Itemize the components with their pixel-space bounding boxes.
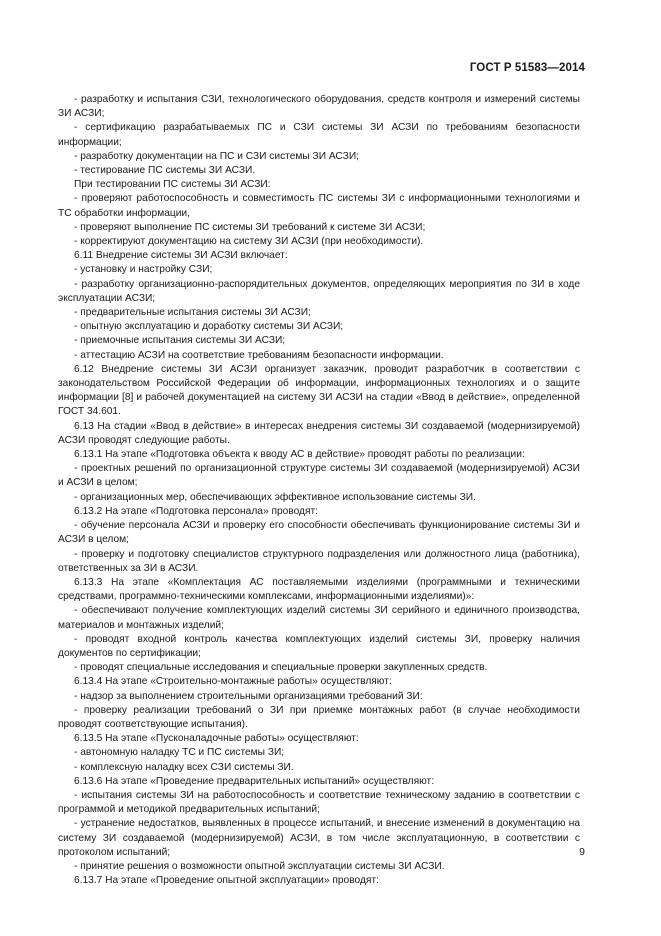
- paragraph: - устранение недостатков, выявленных в процессе испытаний, и внесение изменений в документацию на систему ЗИ создаваемой (модернизируемой) АСЗИ, в том числе эксплуатационную, в соответствии с протоколом испытаний;: [58, 818, 580, 858]
- paragraph: - проводят специальные исследования и специальные проверки закупленных средств.: [74, 662, 488, 674]
- paragraph: - тестирование ПС системы ЗИ АСЗИ.: [74, 165, 256, 177]
- paragraph: - обеспечивают получение комплектующих изделий системы ЗИ серийного и единичного производства, материалов и монтажных изделий;: [58, 605, 580, 631]
- paragraph: 6.13.1 На этапе «Подготовка объекта к вводу АС в действие» проводят работы по реализации:: [74, 449, 525, 461]
- paragraph: - обучение персонала АСЗИ и проверку его способности обеспечивать функционирование системы ЗИ и АСЗИ в целом;: [58, 520, 580, 546]
- paragraph: - проверку и подготовку специалистов структурного подразделения или должностного лица (работника), ответственных за ЗИ в АСЗИ.: [58, 548, 580, 574]
- paragraph: - проверку реализации требований о ЗИ при приемке монтажных работ (в случае необходимости проводят соответствующие испытания).: [58, 704, 580, 730]
- paragraph: 6.13.7 На этапе «Проведение опытной эксплуатации» проводят:: [74, 875, 379, 887]
- document-body: [58, 93, 580, 888]
- page-number: 9: [579, 846, 585, 858]
- paragraph: - организационных мер, обеспечивающих эффективное использование системы ЗИ.: [74, 491, 476, 503]
- paragraph: 6.13.2 На этапе «Подготовка персонала» проводят:: [74, 505, 318, 517]
- paragraph: 6.13.5 На этапе «Пусконаладочные работы» осуществляют:: [74, 733, 359, 745]
- paragraph: - принятие решения о возможности опытной эксплуатации системы ЗИ АСЗИ.: [74, 860, 445, 872]
- paragraph: - опытную эксплуатацию и доработку системы ЗИ АСЗИ;: [74, 321, 344, 333]
- paragraph: - испытания системы ЗИ на работоспособность и соответствие техническому заданию в соответствии с программой и методикой предварительных испытаний;: [58, 789, 580, 816]
- paragraph: - комплексную наладку всех СЗИ системы ЗИ.: [74, 761, 294, 773]
- paragraph: - проверяют работоспособность и совместимость ПС системы ЗИ с информационными технологиями и ТС обработки информации,: [58, 193, 580, 219]
- paragraph: 6.13 На стадии «Ввод в действие» в интересах внедрения системы ЗИ создаваемой (модернизируемой) АСЗИ проводят следующие работы.: [58, 420, 580, 446]
- paragraph: 6.13.6 На этапе «Проведение предварительных испытаний» осуществляют:: [74, 775, 435, 787]
- paragraph: - разработку документации на ПС и СЗИ системы ЗИ АСЗИ;: [74, 150, 359, 162]
- paragraph: - сертификацию разрабатываемых ПС и СЗИ системы ЗИ АСЗИ по требованиям безопасности информации;: [58, 122, 580, 148]
- paragraph: - проводят входной контроль качества комплектующих изделий системы ЗИ, проверку наличия документов по сертификации;: [58, 633, 580, 659]
- paragraph: - автономную наладку ТС и ПС системы ЗИ;: [74, 747, 285, 759]
- paragraph: - приемочные испытания системы ЗИ АСЗИ;: [74, 335, 286, 347]
- paragraph: 6.12 Внедрение системы ЗИ АСЗИ организует заказчик, проводит разработчик в соответствии с законодательством Российской Федерации об информации, информационных технологиях и о защите информации [8] и рабочей документацией на систему ЗИ АСЗИ на стадии «Ввод в действие», определенной ГОСТ 34.601.: [58, 363, 580, 418]
- paragraph: - разработку организационно-распорядительных документов, определяющих мероприятия по ЗИ в ходе эксплуатации АСЗИ;: [58, 278, 580, 304]
- paragraph: - проектных решений по организационной структуре системы ЗИ создаваемой (модернизируемой) АСЗИ и АСЗИ в целом;: [58, 463, 580, 489]
- paragraph: - надзор за выполнением строительными организациями требований ЗИ:: [74, 690, 423, 702]
- paragraph: При тестировании ПС системы ЗИ АСЗИ:: [74, 179, 271, 191]
- paragraph: - проверяют выполнение ПС системы ЗИ требований к системе ЗИ АСЗИ;: [74, 221, 426, 233]
- paragraph: - установку и настройку СЗИ;: [74, 264, 213, 276]
- paragraph: - предварительные испытания системы ЗИ АСЗИ;: [74, 307, 311, 319]
- paragraph: 6.11 Внедрение системы ЗИ АСЗИ включает:: [74, 250, 288, 262]
- paragraph: - аттестацию АСЗИ на соответствие требованиям безопасности информации.: [74, 349, 444, 361]
- paragraph: - корректируют документацию на систему ЗИ АСЗИ (при необходимости).: [74, 236, 424, 248]
- paragraph: 6.13.3 На этапе «Комплектация АС поставляемыми изделиями (программными и техническими средствами, программно-техническими комплексами, информационными изделиями)»:: [58, 576, 580, 603]
- paragraph: 6.13.4 На этапе «Строительно-монтажные работы» осуществляют:: [74, 676, 392, 688]
- document-header: ГОСТ Р 51583—2014: [469, 62, 585, 74]
- paragraph: - разработку и испытания СЗИ, технологического оборудования, средств контроля и измерений системы ЗИ АСЗИ;: [58, 94, 580, 120]
